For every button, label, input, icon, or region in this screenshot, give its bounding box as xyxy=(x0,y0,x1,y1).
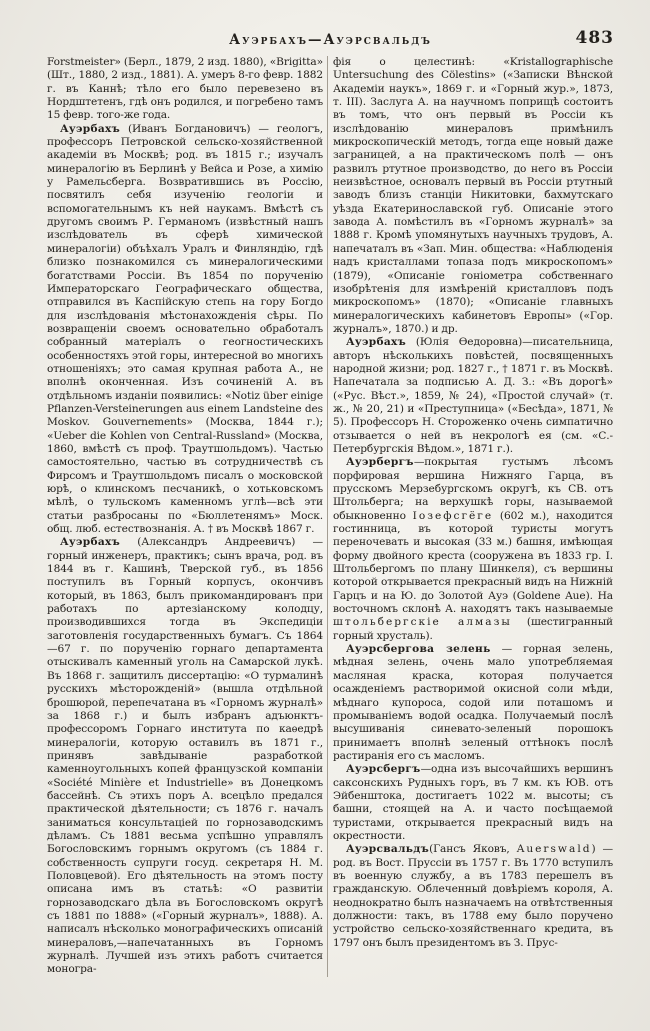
text-segment: (Иванъ Богдановичъ) — геологъ, профессоръ Петровской сельско-хозяйственной академіи въ Москвѣ; род. въ 1815 г.; изучалъ минералогію въ Берлинѣ у Вейса и Розе, а химію у Рамельсберга. Возвратившись въ Россію, посвятилъ себя изученію геологіи и вспомогательнымъ къ ней наукамъ. Вмѣстѣ съ другомъ своимъ Р. Германомъ (извѣстный нашъ изслѣдователь въ сферѣ химической минералогіи) объѣхалъ Уралъ и Финляндію, гдѣ близко познакомился съ минералогическими богатствами Россіи. Въ 1854 по порученію Императорскаго Географическаго общества, отправился въ Каспійскую степь на гору Богдо для изслѣдованія мѣстонахожденія сѣры. По возвращеніи своемъ основательно обработалъ собранный матеріалъ о геогностическихъ особенностяхъ этой горы, интересной во многихъ отношеніяхъ; это самая крупная работа А., не вполнѣ оконченная. Изъ сочиненій А. въ отдѣльномъ изданіи появились: «Notiz über einige Pflanzen-Versteinerungen aus einem Landsteine des Moskov. Gouvernements» (Москва, 1844 г.); «Ueber die Kohlen von Central-Russland» (Москва, 1860, вмѣстѣ съ проф. Траутшольдомъ). Частью самостоятельно, частью въ сотрудничествѣ съ Фирсомъ и Траутшольдомъ писалъ о московской юрѣ, о клинскомъ песчаникѣ, о хотьковскомъ мѣлѣ, о тульскомъ каменномъ углѣ—всѣ эти статьи разбросаны по «Бюллетенямъ» Моск. общ. люб. естествознанія. А. † въ Москвѣ 1867 г. xyxy=(47,122,323,536)
text-segment: (Гансъ Яковъ, xyxy=(429,843,517,856)
text-columns xyxy=(47,56,613,977)
paragraph xyxy=(333,843,613,950)
entry-headword: Ауэрбахъ xyxy=(346,336,407,349)
text-segment: фія о целестинѣ: «Kristallographische Untersuchung des Cölestins» («Записки Вѣнской Академіи наукъ», 1869 г. и «Горный жур.», 1873, т. III). Заслуга А. на научномъ поприщѣ состоитъ въ томъ, что онъ первый въ Россіи къ изслѣдованію минераловъ примѣнилъ микроскопическій методъ, тогда еще новый даже заграницей, а на практическомъ полѣ — онъ развилъ ртутное производство, до него въ Россіи неизвѣстное, основалъ первый въ Россіи ртутный заводъ близъ станціи Никитовки, бахмутскаго уѣзда Екатеринославской губ. Описаніе этого завода А. помѣстилъ въ «Горномъ журналѣ» за 1888 г. Кромѣ упомянутыхъ научныхъ трудовъ, А. напечаталъ въ «Зап. Мин. общества: «Наблюденія надъ кристаллами топаза подъ микроскопомъ» (1879), «Описаніе гоніометра собственнаго изобрѣтенія для измѣреній кристалловъ подъ микроскопомъ» (1870); «Описаніе главныхъ минералогическихъ кабинетовъ Европы» («Гор. журналъ», 1870.) и др. xyxy=(333,56,613,335)
column-left xyxy=(47,56,323,977)
text-segment: (Юлія Ѳедоровна)—писательница, авторъ нѣсколькихъ повѣстей, посвященныхъ народной жизни; род. 1827 г., † 1871 г. въ Москвѣ. Напечатала за подписью А. Д. З.: «Въ дорогѣ» («Рус. Вѣст.», 1859, № 24), «Простой случай» (т. ж., № 20, 21) и «Преступница» («Бесѣда», 1871, № 5). Профессоръ Н. Стороженко очень симпатично отзывается о ней въ некрологѣ ея (см. «С.-Петербургскія Вѣдом.», 1871 г.). xyxy=(333,336,613,455)
paragraph xyxy=(333,643,613,763)
text-segment: ) —род. въ Вост. Пруссіи въ 1757 г. Въ 1770 вступилъ въ военную службу, а въ 1783 перешелъ въ гражданскую. Облеченный довѣріемъ короля, А. неоднократно былъ назначаемъ на отвѣтственныя должности: такъ, въ 1788 ему было поручено устройство сельско-хозяйственнаго кредита, въ 1797 онъ былъ президентомъ въ З. Прус- xyxy=(333,843,613,949)
paragraph xyxy=(333,456,613,643)
text-segment: Іозефсгёге xyxy=(412,509,494,522)
paragraph xyxy=(47,123,323,537)
entry-headword: Ауэрсбергова зелень xyxy=(346,643,491,656)
text-segment: — горная зелень, мѣдная зелень, очень мало употребляемая масляная краска, которая получается осажденіемъ растворимой окисной соли мѣди, мѣднаго купороса, содой или поташомъ и промываніемъ водой осадка. Получаемый послѣ высушиванія синевато-зеленый порошокъ принимаетъ вполнѣ зеленый оттѣнокъ послѣ растиранія его съ масломъ. xyxy=(333,643,613,762)
paragraph xyxy=(47,536,323,976)
entry-headword: Ауэрсбергъ xyxy=(346,763,421,776)
text-segment: штольбергскіе алмазы xyxy=(333,616,512,629)
text-segment: Auerswald xyxy=(516,843,592,856)
paragraph xyxy=(333,56,613,336)
running-header-title: Ауэрбахъ—Ауэрсвальдъ xyxy=(229,32,432,48)
text-segment: (шестигранный горный хрусталь). xyxy=(333,616,613,642)
column-divider-rule xyxy=(327,56,328,977)
text-segment: Forstmeister» (Берл., 1879, 2 изд. 1880), «Brigitta» (Шт., 1880, 2 изд., 1881). А. умеръ 8-го февр. 1882 г. въ Каннѣ; тѣло его было перевезено въ Нордштетенъ, гдѣ онъ родился, и погребено тамъ 15 февр. того-же года. xyxy=(47,56,323,122)
text-segment: —покрытая густымъ лѣсомъ порфировая вершина Нижняго Гарца, въ прусскомъ Мерзебургскомъ округѣ, къ СВ. отъ Штольберга; на верхушкѣ горы, называемой обыкновенно xyxy=(333,456,613,522)
page-number: 483 xyxy=(575,28,614,48)
paragraph xyxy=(333,763,613,843)
column-right xyxy=(333,56,613,977)
running-header xyxy=(47,30,614,50)
entry-headword: Ауэрбахъ xyxy=(60,536,121,549)
paragraph xyxy=(333,336,613,456)
entry-headword: Ауэрсвальдъ xyxy=(346,843,430,856)
text-segment: (Александръ Андреевичъ) — горный инженеръ, практикъ; сынъ врача, род. въ 1844 въ г. Кашинѣ, Тверской губ., въ 1856 поступилъ въ Горный корпусъ, окончивъ который, въ 1863, былъ прикомандированъ при работахъ по артезіанскому колодцу, производившихся тогда въ Экспедиціи заготовленія государственныхъ бумагъ. Съ 1864—67 г. по порученію горнаго департамента отыскивалъ каменный уголь на Самарской лукѣ. Въ 1868 г. защитилъ диссертацію: «О турмалинѣ русскихъ мѣсторожденій» (вышла отдѣльной брошюрой, перепечатана въ «Горномъ журналѣ» за 1868 г.) и былъ избранъ адъюнктъ-профессоромъ Горнаго института по каѳедрѣ минералогіи, которую оставилъ въ 1871 г., принявъ завѣдываніе разработкой каменноугольныхъ копей французской компаніи «Société Minière et Industrielle» въ Донецкомъ бассейнѣ. Съ этихъ поръ А. всецѣло предался практической дѣятельности; съ 1876 г. началъ заниматься консультаціей по горнозаводскимъ дѣламъ. Съ 1881 весьма успѣшно управлялъ Богословскимъ горнымъ округомъ (съ 1884 г. собственность супруги госуд. секретаря Н. М. Половцевой). Его дѣятельность на этомъ посту описана имъ въ статьѣ: «О развитіи горнозаводскаго дѣла въ Богословскомъ округѣ съ 1881 по 1888» («Горный журналъ», 1888). А. написалъ нѣсколько монографическихъ описаній минераловъ,—напечатанныхъ въ Горномъ журналѣ. Лучшей изъ этихъ работъ считается моногра- xyxy=(47,536,323,976)
text-segment: —одна изъ высочайшихъ вершинъ саксонскихъ Рудныхъ горъ, въ 7 км. къ ЮВ. отъ Эйбенштока, достигаетъ 1022 м. высоты; съ башни, стоящей на А. и часто посѣщаемой туристами, открывается прекрасный видъ на окрестности. xyxy=(333,763,613,842)
entry-headword: Ауэрбахъ xyxy=(60,122,121,135)
paragraph xyxy=(47,56,323,123)
text-segment: (602 м.), находится гостинница, въ которой туристы могутъ переночевать и высокая (33 м.) башня, имѣющая форму двойного креста (сооружена въ 1833 гр. І. Штольбергомъ по плану Шинкеля), съ вершины которой открывается прекрасный видъ на Нижній Гарцъ и на Ю. до Золотой Ауэ (Goldene Aue). На восточномъ склонѣ А. находятъ такъ называемые xyxy=(333,509,613,616)
entry-headword: Ауэрбергъ xyxy=(346,456,414,469)
